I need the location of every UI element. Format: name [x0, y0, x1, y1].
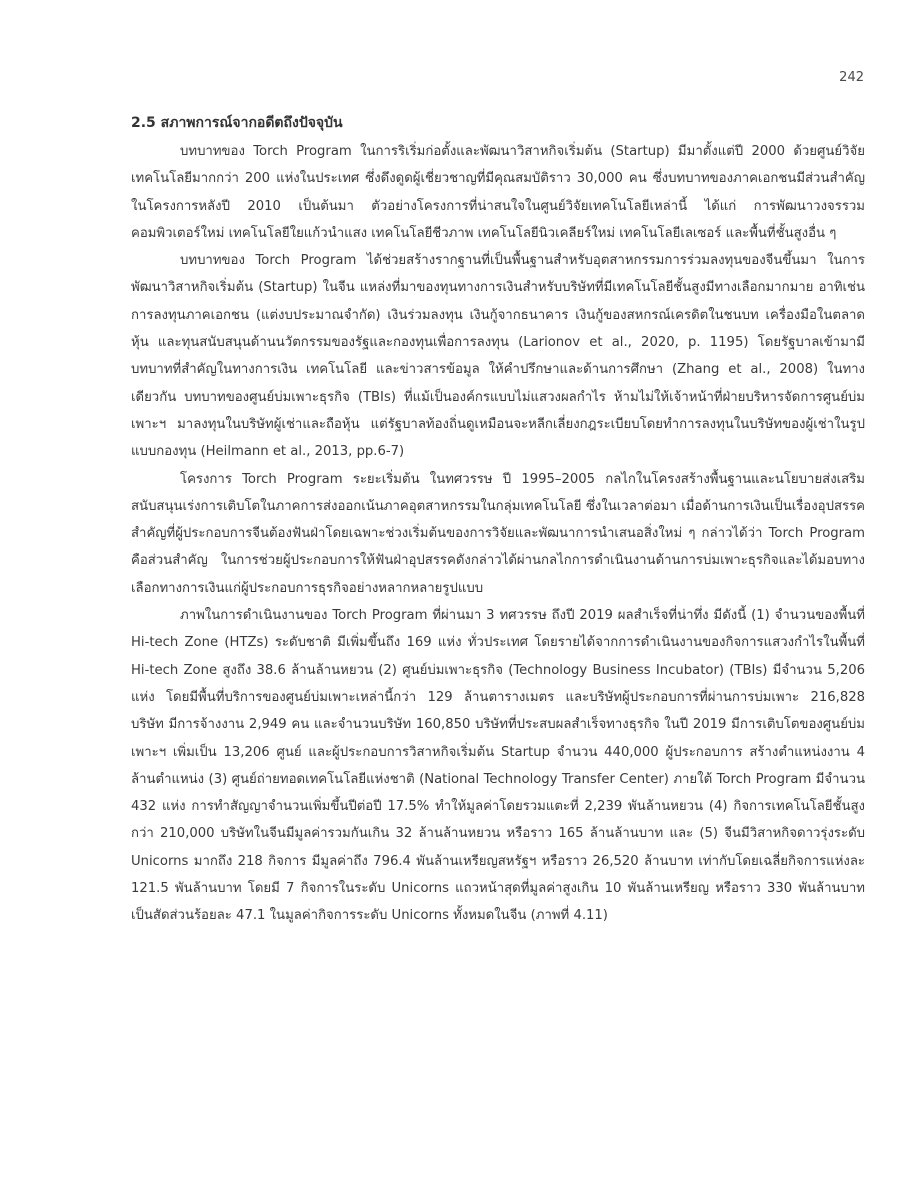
section-heading: 2.5 สภาพการณ์จากอดีตถึงปัจจุบัน	[131, 115, 343, 131]
paragraph-2: บทบาทของ Torch Program ได้ช่วยสร้างรากฐานที่เป็นพื้นฐานสำหรับอุตสาหกรรมการร่วมลงทุนของจีนขึ้นมา ในการพัฒนาวิสาหกิจเริ่มต้น (Startup) ในจีน แหล่งที่มาของทุนทางการเงินสำหรับบริษัทที่มีเทคโนโลยีชั้นสูงมีทางเลือกมากมาย อาทิเช่น การลงทุนภาคเอกชน (แต่งบประมาณจำกัด) เงินร่วมลงทุน เงินกู้จากธนาคาร เงินกู้ของสหกรณ์เครดิตในชนบท เครื่องมือในตลาดหุ้น และทุนสนับสนุนด้านนวัตกรรมของรัฐและกองทุนเพื่อการลงทุน (Larionov et al., 2020, p. 1195) โดยรัฐบาลเข้ามามีบทบาทที่สำคัญในทางการเงิน เทคโนโลยี และข่าวสารข้อมูล ให้คำปรึกษาและด้านการศึกษา (Zhang et al., 2008) ในทางเดียวกัน บทบาทของศูนย์บ่มเพาะธุรกิจ (TBIs) ที่แม้เป็นองค์กรแบบไม่แสวงผลกำไร ห้ามไม่ให้เจ้าหน้าที่ฝ่ายบริหารจัดการศูนย์บ่มเพาะฯ มาลงทุนในบริษัทผู้เช่าและถือหุ้น แต่รัฐบาลท้องถิ่นดูเหมือนจะหลีกเลี่ยงกฎระเบียบโดยทำการลงทุนในบริษัทของผู้เช่าในรูปแบบกองทุน (Heilmann et al., 2013, pp.6-7)	[131, 253, 865, 460]
paragraph-4: ภาพในการดำเนินงานของ Torch Program ที่ผ่านมา 3 ทศวรรษ ถึงปี 2019 ผลสำเร็จที่น่าทึ่ง มีดังนี้ (1) จำนวนของพื้นที่ Hi-tech Zone (HTZs) ระดับชาติ มีเพิ่มขึ้นถึง 169 แห่ง ทั่วประเทศ โดยรายได้จากการดำเนินงานของกิจการแสวงกำไรในพื้นที่ Hi-tech Zone สูงถึง 38.6 ล้านล้านหยวน (2) ศูนย์บ่มเพาะธุรกิจ (Technology Business Incubator) (TBIs) มีจำนวน 5,206 แห่ง โดยมีพื้นที่บริการของศูนย์บ่มเพาะเหล่านี้กว่า 129 ล้านตารางเมตร และบริษัทผู้ประกอบการที่ผ่านการบ่มเพาะ 216,828 บริษัท มีการจ้างงาน 2,949 คน และจำนวนบริษัท 160,850 บริษัทที่ประสบผลสำเร็จทางธุรกิจ ในปี 2019 มีการเติบโตของศูนย์บ่มเพาะฯ เพิ่มเป็น 13,206 ศูนย์ และผู้ประกอบการวิสาหกิจเริ่มต้น Startup จำนวน 440,000 ผู้ประกอบการ สร้างตำแหน่งงาน 4 ล้านตำแหน่ง (3) ศูนย์ถ่ายทอดเทคโนโลยีแห่งชาติ (National Technology Transfer Center) ภายใต้ Torch Program มีจำนวน 432 แห่ง การทำสัญญาจำนวนเพิ่มขึ้นปีต่อปี 17.5% ทำให้มูลค่าโดยรวมแตะที่ 2,239 พันล้านหยวน (4) กิจการเทคโนโลยีชั้นสูงกว่า 210,000 บริษัทในจีนมีมูลค่ารวมกันเกิน 32 ล้านล้านหยวน หรือราว 165 ล้านล้านบาท และ (5) จีนมีวิสาหกิจดาวรุ่งระดับ Unicorns มากถึง 218 กิจการ มีมูลค่าถึง 796.4 พันล้านเหรียญสหรัฐฯ หรือราว 26,520 ล้านบาท เท่ากับโดยเฉลี่ยกิจการแห่งละ 121.5 พันล้านบาท โดยมี 7 กิจการในระดับ Unicorns แถวหน้าสุดที่มูลค่าสูงเกิน 10 พันล้านเหรียญ หรือราว 330 พันล้านบาท เป็นสัดส่วนร้อยละ 47.1 ในมูลค่ากิจการระดับ Unicorns ทั้งหมดในจีน (ภาพที่ 4.11)	[131, 608, 866, 924]
page-number: 242	[839, 70, 864, 85]
paragraph-3: โครงการ Torch Program ระยะเริ่มต้น ในทศวรรษ ปี 1995–2005 กลไกในโครงสร้างพื้นฐานและนโยบายส่งเสริมสนับสนุนเร่งการเติบโตในภาคการส่งออกเน้นภาคอุตสาหกรรมในกลุ่มเทคโนโลยี ซึ่งในเวลาต่อมา เมื่อด้านการเงินเป็นเรื่องอุปสรรคสำคัญที่ผู้ประกอบการจีนต้องฟันฝ่าโดยเฉพาะช่วงเริ่มต้นของการวิจัยและพัฒนาการนำเสนอสิ่งใหม่ ๆ กล่าวได้ว่า Torch Program คือส่วนสำคัญ ในการช่วยผู้ประกอบการให้ฟันฝ่าอุปสรรคดังกล่าวได้ผ่านกลไกการดำเนินงานด้านการบ่มเพาะธุรกิจและได้มอบทางเลือกทางการเงินแก่ผู้ประกอบการธุรกิจอย่างหลากหลายรูปแบบ	[131, 471, 865, 596]
section-content	[131, 111, 865, 930]
paragraph-1: บทบาทของ Torch Program ในการริเริ่มก่อตั้งและพัฒนาวิสาหกิจเริ่มต้น (Startup) มีมาตั้งแต่ปี 2000 ด้วยศูนย์วิจัยเทคโนโลยีมากกว่า 200 แห่งในประเทศ ซึ่งดึงดูดผู้เชี่ยวชาญที่มีคุณสมบัติราว 30,000 คน ซึ่งบทบาทของภาคเอกชนมีส่วนสำคัญในโครงการหลังปี 2010 เป็นต้นมา ตัวอย่างโครงการที่น่าสนใจในศูนย์วิจัยเทคโนโลยีเหล่านี้ ได้แก่ การพัฒนาวงจรรวม คอมพิวเตอร์ใหม่ เทคโนโลยีใยแก้วนำแสง เทคโนโลยีชีวภาพ เทคโนโลยีนิวเคลียร์ใหม่ เทคโนโลยีเลเซอร์ และพื้นที่ชั้นสูงอื่น ๆ	[131, 144, 865, 241]
